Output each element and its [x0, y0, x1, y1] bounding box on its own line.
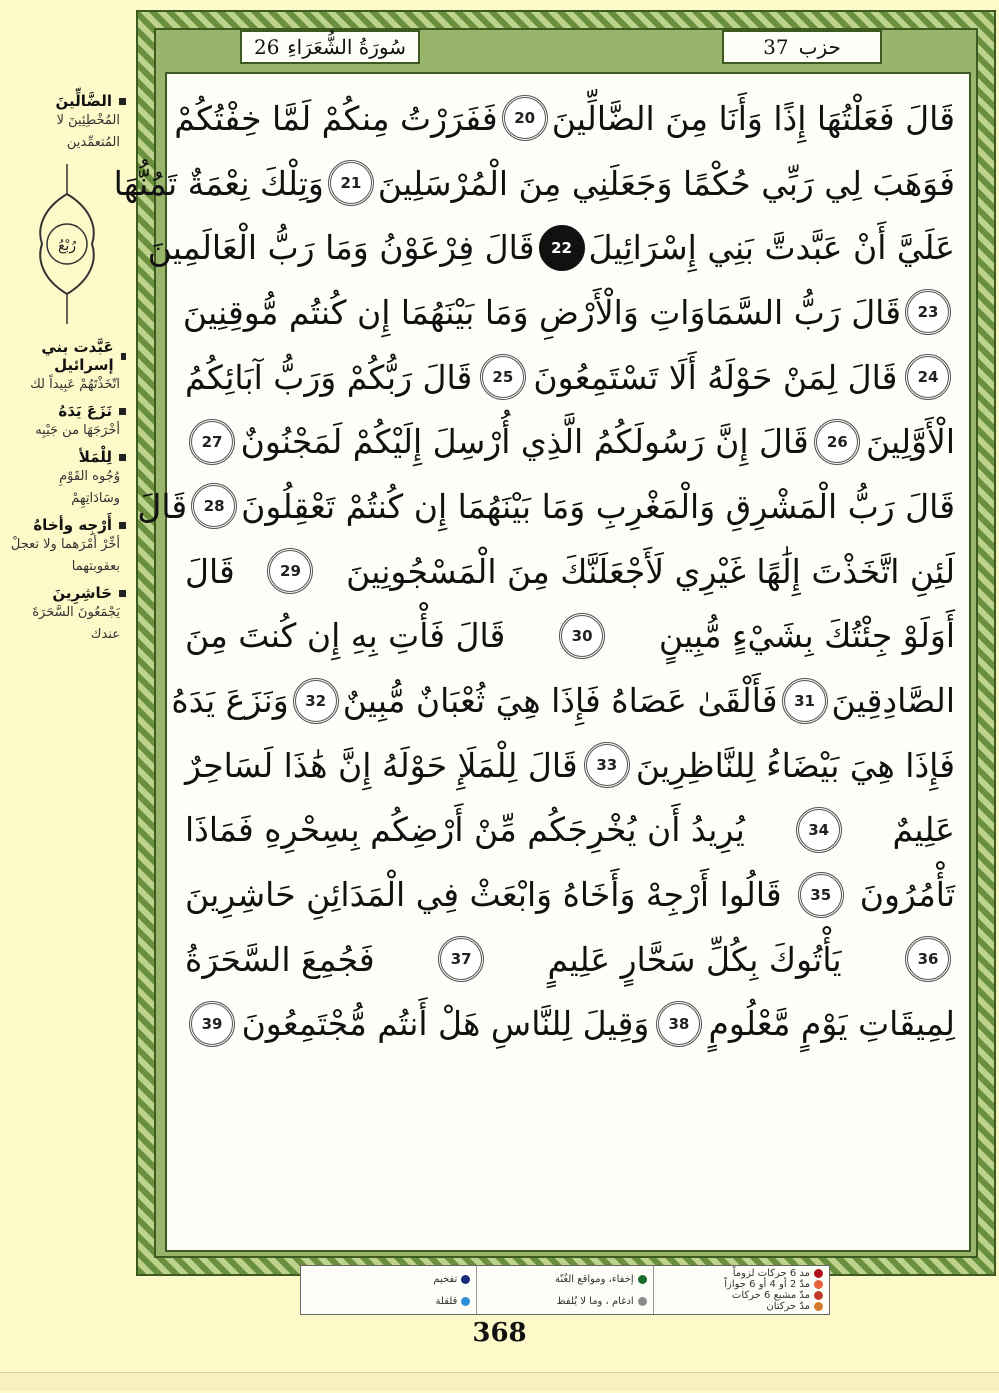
- verse-line: [185, 992, 955, 1057]
- verse-text: قَالَ فَعَلْتُهَا إِذًا وَأَنَا مِنَ الضَّالِّينَ: [551, 98, 955, 138]
- verse-text: عَلِيمٌ: [892, 810, 955, 850]
- verse-text: لِمِيقَاتِ يَوْمٍ مَّعْلُومٍ: [708, 1004, 955, 1044]
- tajweed-legend: [300, 1265, 830, 1315]
- legend-item: [307, 1296, 470, 1307]
- verse-number-marker: 24: [905, 354, 951, 400]
- gloss-entry: [8, 448, 126, 510]
- header-surah-box: [240, 30, 420, 64]
- verse-number-marker: 27: [189, 419, 235, 465]
- verse-text: فَجُمِعَ السَّحَرَةُ: [185, 939, 375, 979]
- legend-label: مدّ حركتان: [766, 1301, 810, 1312]
- verse-line: [185, 345, 955, 410]
- verse-number-marker: 21: [328, 160, 374, 206]
- verse-number-marker: 39: [189, 1001, 235, 1047]
- legend-label: إخفاء، ومواقع الغُنّة: [555, 1273, 634, 1285]
- verse-number-marker: 33: [584, 742, 630, 788]
- verse-text: قَالَ فَأْتِ بِهِ إِن كُنتَ مِنَ: [185, 616, 506, 656]
- verse-line: [147, 215, 955, 280]
- verse-text: قَالَ لِلْمَلَإِ حَوْلَهُ إِنَّ هَٰذَا لَسَاحِرٌ: [185, 745, 578, 785]
- legend-item: [660, 1279, 823, 1290]
- surah-name: سُورَةُ الشُّعَرَاءِ: [287, 35, 406, 59]
- verse-text: قَالَ رَبُّكُمْ وَرَبُّ آبَائِكُمُ: [185, 357, 473, 397]
- verse-number-marker: 29: [267, 548, 313, 594]
- gloss-entry: [8, 338, 126, 396]
- gloss-term-text: أَرْجِه وأخاهُ: [33, 516, 112, 534]
- gloss-definition: يَجْمَعُونَ السَّحَرَةَ عندك: [32, 605, 120, 642]
- gloss-entry: [8, 584, 126, 646]
- verse-line: [185, 539, 955, 604]
- hizb-label: حزب: [798, 35, 841, 59]
- gloss-term: [8, 402, 126, 420]
- verse-line: [185, 409, 955, 474]
- svg-text:رُبْعُ: رُبْعُ: [57, 238, 77, 254]
- gloss-term: [8, 584, 126, 602]
- verse-text: وَتِلْكَ نِعْمَةٌ تَمُنُّهَا: [113, 163, 324, 203]
- hizb-number: 37: [763, 35, 789, 59]
- verse-text: فَفَرَرْتُ مِنكُمْ لَمَّا خِفْتُكُمْ: [174, 98, 498, 138]
- legend-item: [660, 1268, 823, 1279]
- bullet-square-icon: [119, 98, 126, 105]
- verse-number-marker: 35: [798, 872, 844, 918]
- verse-line: [113, 151, 955, 216]
- legend-label: تفخيم: [433, 1273, 458, 1285]
- legend-color-dot-icon: [461, 1297, 470, 1306]
- legend-color-dot-icon: [814, 1291, 823, 1300]
- verse-text: قَالَ فِرْعَوْنُ وَمَا رَبُّ الْعَالَمِينَ: [147, 228, 535, 268]
- gloss-definition: المُخْطِئِينَ لا المُتعمِّدين: [56, 113, 120, 150]
- verse-text: تَأْمُرُونَ: [859, 875, 955, 915]
- legend-item: [660, 1301, 823, 1312]
- legend-column: [301, 1266, 476, 1314]
- verse-text: قَالَ لِمَنْ حَوْلَهُ أَلَا تَسْتَمِعُونَ: [533, 357, 898, 397]
- verse-number-marker: 36: [905, 936, 951, 982]
- verse-line: [185, 604, 955, 669]
- verse-line: [185, 927, 955, 992]
- rub-medallion-icon: [32, 164, 102, 324]
- verse-line: [185, 862, 955, 927]
- verse-number-marker: 38: [656, 1001, 702, 1047]
- verse-line: [171, 668, 955, 733]
- gloss-term-text: نَزَعَ يَدَهُ: [58, 402, 112, 420]
- verse-number-marker: 28: [191, 483, 237, 529]
- legend-color-dot-icon: [461, 1275, 470, 1284]
- bullet-square-icon: [119, 522, 126, 529]
- verse-number-marker: 30: [559, 613, 605, 659]
- legend-item: [307, 1274, 470, 1285]
- juz-number: 26: [254, 35, 280, 59]
- gloss-definition: وُجُوه القَوْمِ وسَادَاتِهِمْ: [59, 469, 120, 506]
- verse-text: لَئِنِ اتَّخَذْتَ إِلَٰهًا غَيْرِي لَأَجْعَلَنَّكَ مِنَ الْمَسْجُونِينَ: [346, 551, 955, 591]
- verse-lines: [113, 86, 955, 1056]
- verse-text: قَالُوا أَرْجِهْ وَأَخَاهُ وَابْعَثْ فِي الْمَدَائِنِ حَاشِرِينَ: [185, 875, 782, 915]
- legend-label: مدّ 2 أو 4 أو 6 جوازاً: [724, 1279, 810, 1290]
- verse-text: يَأْتُوكَ بِكُلِّ سَحَّارٍ عَلِيمٍ: [547, 939, 842, 979]
- verse-text: فَأَلْقَىٰ عَصَاهُ فَإِذَا هِيَ ثُعْبَانٌ مُّبِينٌ: [342, 681, 778, 721]
- gloss-term-text: لِلْمَلأ: [78, 448, 112, 466]
- legend-color-dot-icon: [814, 1269, 823, 1278]
- verse-number-marker: 32: [293, 678, 339, 724]
- verse-number-marker: 34: [796, 807, 842, 853]
- legend-color-dot-icon: [814, 1280, 823, 1289]
- page-bottom-strip: [0, 1372, 999, 1391]
- gloss-term: [8, 448, 126, 466]
- verse-number-marker: 20: [502, 95, 548, 141]
- verse-text: قَالَ رَبُّ الْمَشْرِقِ وَالْمَغْرِبِ وَمَا بَيْنَهُمَا إِن كُنتُمْ تَعْقِلُونَ: [241, 486, 955, 526]
- verse-line: [182, 280, 955, 345]
- legend-column: [653, 1266, 829, 1314]
- verse-text: قَالَ إِنَّ رَسُولَكُمُ الَّذِي أُرْسِلَ إِلَيْكُمْ لَمَجْنُونٌ: [240, 422, 809, 462]
- verse-text: يُرِيدُ أَن يُخْرِجَكُم مِّنْ أَرْضِكُم بِسِحْرِهِ فَمَاذَا: [185, 810, 745, 850]
- verse-text: قَالَ رَبُّ السَّمَاوَاتِ وَالْأَرْضِ وَمَا بَيْنَهُمَا إِن كُنتُم مُّوقِنِينَ: [182, 292, 901, 332]
- gloss-term-text: عَبَّدت بني إسرائيل: [41, 338, 114, 374]
- verse-text: وَنَزَعَ يَدَهُ: [171, 681, 289, 721]
- legend-color-dot-icon: [638, 1297, 647, 1306]
- verse-line: [185, 733, 955, 798]
- verse-text: أَوَلَوْ جِئْتُكَ بِشَيْءٍ مُّبِينٍ: [658, 616, 955, 656]
- gloss-term: [8, 338, 126, 374]
- bullet-square-icon: [121, 353, 126, 360]
- legend-item: [483, 1296, 646, 1307]
- legend-label: مد 6 حركات لزوماً: [732, 1268, 810, 1279]
- gloss-term-text: الضَّالِّينَ: [55, 92, 112, 110]
- bullet-square-icon: [119, 408, 126, 415]
- verse-text: الصَّادِقِينَ: [831, 681, 955, 721]
- verse-number-marker: 25: [480, 354, 526, 400]
- verse-text: قَالَ: [137, 486, 188, 526]
- verse-number-marker: 22: [539, 225, 585, 271]
- gloss-definition: أخِّرْ أمْرَهما ولا تعجلْ بعقوبتهما: [10, 537, 120, 574]
- verse-text: قَالَ: [185, 551, 235, 591]
- verse-line: [185, 798, 955, 863]
- verse-text: الْأَوَّلِينَ: [865, 422, 955, 462]
- verse-text: وَقِيلَ لِلنَّاسِ هَلْ أَنتُم مُّجْتَمِعُونَ: [241, 1004, 650, 1044]
- legend-label: مدّ مشبع 6 حركات: [731, 1290, 810, 1301]
- gloss-entry: [8, 402, 126, 442]
- verse-number-marker: 37: [438, 936, 484, 982]
- gloss-entry: [8, 516, 126, 578]
- legend-color-dot-icon: [638, 1275, 647, 1284]
- gloss-entry: [8, 92, 126, 154]
- verse-text: فَوَهَبَ لِي رَبِّي حُكْمًا وَجَعَلَنِي مِنَ الْمُرْسَلِينَ: [377, 163, 955, 203]
- page-number: 368: [472, 1318, 527, 1348]
- legend-item: [483, 1274, 646, 1285]
- verse-line: [137, 474, 955, 539]
- verse-number-marker: 31: [782, 678, 828, 724]
- legend-color-dot-icon: [814, 1302, 823, 1311]
- verse-line: [174, 86, 955, 151]
- gloss-term-text: حَاشِرِينَ: [52, 584, 112, 602]
- verse-number-marker: 23: [905, 289, 951, 335]
- legend-column: [476, 1266, 652, 1314]
- legend-item: [660, 1290, 823, 1301]
- bullet-square-icon: [119, 454, 126, 461]
- verse-text: عَلَيَّ أَنْ عَبَّدتَّ بَنِي إِسْرَائِيلَ: [588, 228, 955, 268]
- gloss-term: [8, 92, 126, 110]
- gloss-term: [8, 516, 126, 534]
- verse-number-marker: 26: [814, 419, 860, 465]
- legend-label: ادغام ، وما لا يُلفظ: [556, 1295, 634, 1307]
- legend-label: قلقلة: [435, 1295, 458, 1307]
- verse-text: فَإِذَا هِيَ بَيْضَاءُ لِلنَّاظِرِينَ: [635, 745, 955, 785]
- header-hizb-box: [722, 30, 882, 64]
- bullet-square-icon: [119, 590, 126, 597]
- gloss-definition: أخْرَجَهَا من جَيْبِه: [35, 423, 120, 438]
- gloss-definition: اتّخَذْتَهُمْ عَبِيداً لك: [30, 377, 120, 392]
- glossary-sidebar: [8, 92, 126, 652]
